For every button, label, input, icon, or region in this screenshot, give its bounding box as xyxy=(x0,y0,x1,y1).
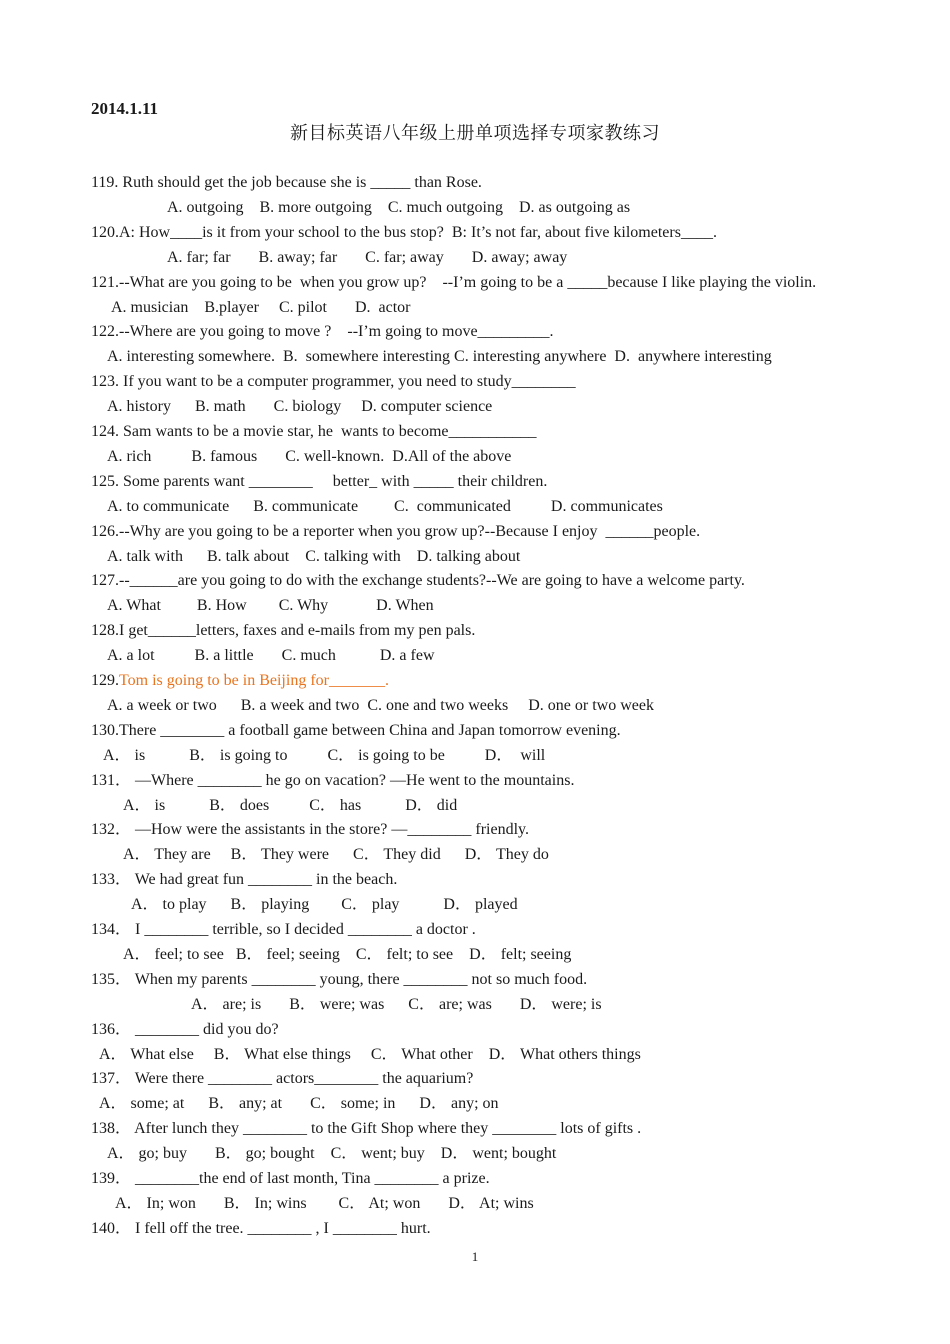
answer-options-line: A. musician B.player C. pilot D. actor xyxy=(111,299,411,316)
answer-options-line: A． is B． is going to C． is going to be D． will xyxy=(103,747,546,764)
question-line: 140． I fell off the tree. ________ , I ________ hurt. xyxy=(91,1220,431,1237)
answer-options-line: A． They are B． They were C． They did D． They do xyxy=(123,846,549,863)
question-line: 134． I ________ terrible, so I decided ________ a doctor . xyxy=(91,921,476,938)
answer-options-line: A． feel; to see B． feel; seeing C． felt; to see D． felt; seeing xyxy=(123,946,572,963)
page-number: 1 xyxy=(471,1249,479,1264)
answer-options-line: A. a week or two B. a week and two C. one and two weeks D. one or two week xyxy=(107,697,654,714)
answer-options-line: A． go; buy B． go; bought C． went; buy D． went; bought xyxy=(107,1145,557,1162)
highlighted-question-text: Tom is going to be in Beijing for_______. xyxy=(119,672,389,689)
answer-options-line: A. talk with B. talk about C. talking with D. talking about xyxy=(107,548,521,565)
question-line xyxy=(91,669,389,693)
question-number: 129. xyxy=(91,672,119,689)
question-line: 128.I get______letters, faxes and e-mails from my pen pals. xyxy=(91,622,476,639)
answer-options-line: A. outgoing B. more outgoing C. much outgoing D. as outgoing as xyxy=(167,199,631,216)
question-line: 125. Some parents want ________ better_ with _____ their children. xyxy=(91,473,548,490)
answer-options-line: A． some; at B． any; at C． some; in D． any; on xyxy=(99,1095,499,1112)
question-line: 137． Were there ________ actors________ the aquarium? xyxy=(91,1070,474,1087)
question-line: 139． ________the end of last month, Tina ________ a prize. xyxy=(91,1170,490,1187)
answer-options-line: A. far; far B. away; far C. far; away D. away; away xyxy=(167,249,568,266)
question-line: 135． When my parents ________ young, there ________ not so much food. xyxy=(91,971,588,988)
question-line: 131． —Where ________ he go on vacation? —He went to the mountains. xyxy=(91,772,575,789)
document-date: 2014.1.11 xyxy=(91,99,159,118)
question-line: 127.--______are you going to do with the exchange students?--We are going to have a welcome party. xyxy=(91,572,745,589)
question-line: 138． After lunch they ________ to the Gift Shop where they ________ lots of gifts . xyxy=(91,1120,642,1137)
question-line: 121.--What are you going to be when you grow up? --I’m going to be a _____because I like playing the violin. xyxy=(91,274,817,291)
answer-options-line: A． In; won B． In; wins C． At; won D． At; wins xyxy=(115,1195,534,1212)
answer-options-line: A. to communicate B. communicate C. communicated D. communicates xyxy=(107,498,663,515)
question-line: 126.--Why are you going to be a reporter when you grow up?--Because I enjoy ______people. xyxy=(91,523,701,540)
question-line: 132． —How were the assistants in the store? —________ friendly. xyxy=(91,821,529,838)
answer-options-line: A． is B． does C． has D． did xyxy=(123,797,458,814)
answer-options-line: A． to play B． playing C． play D． played xyxy=(131,896,518,913)
answer-options-line: A. interesting somewhere. B. somewhere interesting C. interesting anywhere D. anywhere interesting xyxy=(107,348,772,365)
question-line: 133． We had great fun ________ in the beach. xyxy=(91,871,398,888)
question-line: 122.--Where are you going to move ? --I’m going to move_________. xyxy=(91,323,554,340)
question-line: 124. Sam wants to be a movie star, he wants to become___________ xyxy=(91,423,537,440)
question-line: 123. If you want to be a computer programmer, you need to study________ xyxy=(91,373,576,390)
answer-options-line: A． are; is B． were; was C． are; was D． were; is xyxy=(191,996,602,1013)
answer-options-line: A. history B. math C. biology D. computer science xyxy=(107,398,493,415)
question-line: 120.A: How____is it from your school to the bus stop? B: It’s not far, about five kilometers____. xyxy=(91,224,717,241)
question-line: 130.There ________ a football game between China and Japan tomorrow evening. xyxy=(91,722,621,739)
document-title: 新目标英语八年级上册单项选择专项家教练习 xyxy=(290,123,660,144)
question-line: 136． ________ did you do? xyxy=(91,1021,279,1038)
answer-options-line: A． What else B． What else things C． What other D． What others things xyxy=(99,1046,641,1063)
answer-options-line: A. a lot B. a little C. much D. a few xyxy=(107,647,435,664)
answer-options-line: A. What B. How C. Why D. When xyxy=(107,597,434,614)
answer-options-line: A. rich B. famous C. well-known. D.All of the above xyxy=(107,448,512,465)
question-line: 119. Ruth should get the job because she is _____ than Rose. xyxy=(91,174,482,191)
